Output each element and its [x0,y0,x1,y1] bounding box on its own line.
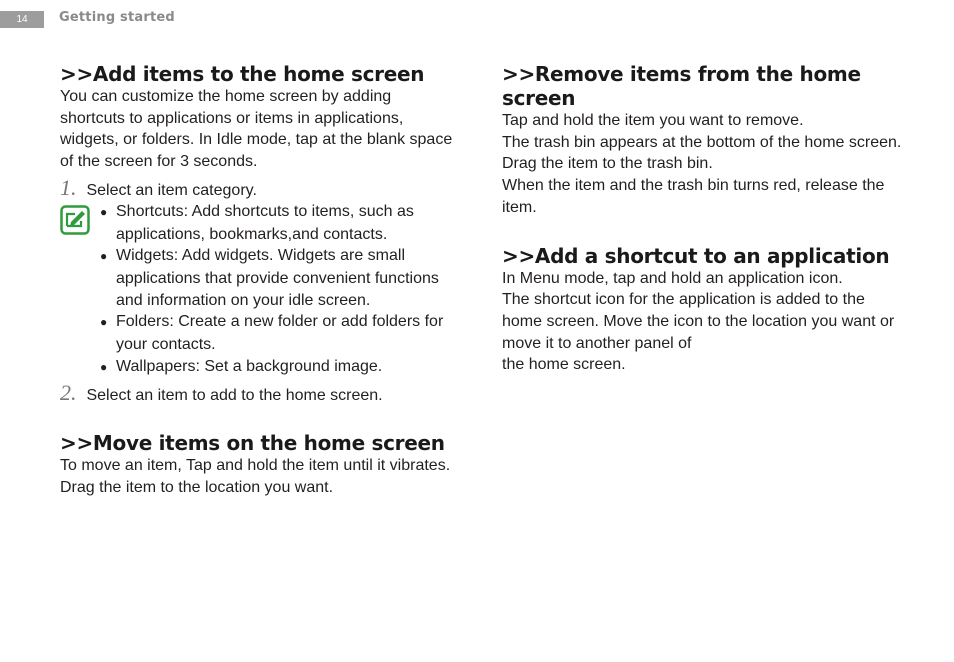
step-1-text: Select an item category. [86,181,257,199]
step-2 [60,380,460,406]
remove-items-line: Drag the item to the trash bin. [502,155,713,173]
add-items-body: You can customize the home screen by adding shortcuts to applications or items in applications, widgets, or folders. In Idle mode, tap at the blank space of the screen for 3 seconds. [60,88,453,171]
bullet-item: ● Widgets: Add widgets. Widgets are small applications that provide convenient functions and information on your idle screen. [100,247,439,309]
note-pencil-icon [60,205,90,235]
add-items-heading: >>Add items to the home screen [60,62,425,86]
step-1-number: 1. [60,174,77,200]
bullet-item: ● Shortcuts: Add shortcuts to items, such as applications, bookmarks,and contacts. [100,202,414,243]
item-category-list [100,201,460,379]
section-label: Getting started [59,10,175,25]
move-items-heading: >>Move items on the home screen [60,431,445,456]
add-shortcut-line: In Menu mode, tap and hold an application icon. [502,269,843,287]
remove-items-line: The trash bin appears at the bottom of the home screen. [502,133,902,151]
right-column [502,62,902,376]
remove-items-heading: >>Remove items from the home screen [502,62,861,110]
bullet-item: ● Folders: Create a new folder or add folders for your contacts. [100,313,444,354]
remove-items-line: Tap and hold the item you want to remove. [502,112,804,129]
add-shortcut-line: the home screen. [502,356,626,374]
add-shortcut-heading: >>Add a shortcut to an application [502,243,890,268]
step-1 [60,175,460,201]
add-shortcut-line: The shortcut icon for the application is added to the home screen. Move the icon to the location you want or move it to another panel of [502,291,895,352]
step-2-number: 2. [60,380,77,406]
move-items-line: Drag the item to the location you want. [60,479,334,497]
step-2-text: Select an item to add to the home screen. [86,387,383,405]
move-items-line: To move an item, Tap and hold the item until it vibrates. [60,457,451,475]
left-column [60,62,460,499]
page-number: 14 [0,11,44,28]
remove-items-line: When the item and the trash bin turns red, release the item. [502,177,885,216]
bullet-item: ● Wallpapers: Set a background image. [100,357,383,375]
